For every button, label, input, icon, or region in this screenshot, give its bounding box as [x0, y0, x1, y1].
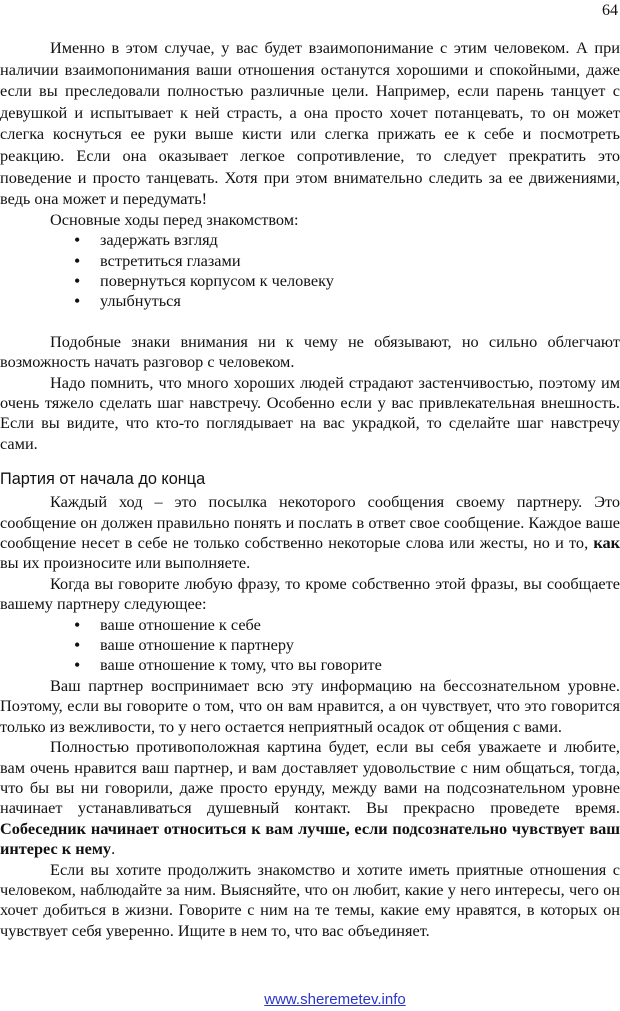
paragraph: Ваш партнер воспринимает всю эту информацию на бессознательном уровне. Поэтому, если вы говорите о том, что он вам нравится, а он чувствует, что это говорится только из вежливости, то у него остается неприятный осадок от общения с вами. — [0, 675, 620, 736]
list-item: • задержать взгляд — [0, 230, 620, 250]
paragraph: Именно в этом случае, у вас будет взаимопонимание с этим человеком. А при наличии взаимопонимания ваши отношения останутся хорошими и спокойными, даже если вы преследовали полностью различные цели. Например, если парень танцует с девушкой и испытывает к ней страсть, а она просто хочет потанцевать, то он может слегка коснуться ее руки выше кисти или слегка прижать ее к себе и посмотреть реакцию. Если она оказывает легкое сопротивление, то следует прекратить это поведение и просто танцевать. Хотя при этом внимательно следить за ее движениями, ведь она может и передумать! — [0, 38, 620, 209]
list-item: • встретиться глазами — [0, 251, 620, 271]
paragraph: Когда вы говорите любую фразу, то кроме собственно этой фразы, вы сообщаете вашему партнеру следующее: — [0, 573, 620, 614]
section-heading: Партия от начала до конца — [0, 470, 206, 489]
text: . — [111, 839, 116, 859]
list-item: • ваше отношение к тому, что вы говорите — [0, 655, 620, 675]
footer-link[interactable]: www.sheremetev.info — [264, 991, 406, 1008]
page-number: 64 — [602, 2, 618, 19]
bullet-list — [0, 615, 620, 676]
paragraph — [0, 492, 620, 574]
footer — [0, 991, 620, 1008]
text: Полностью противоположная картина будет, если вы себя уважаете и любите, вам очень нравится ваш партнер, и вам доставляет удовольствие с ним общаться, тогда, что бы вы ни говорили, даже просто ерунду, между вами на подсознательном уровне начинает устанавливаться душевный контакт. Вы прекрасно проведете время. — [0, 737, 620, 818]
text: Каждый ход – это посылка некоторого сообщения своему партнеру. Это сообщение он должен правильно понять и послать в ответ свое сообщение. Каждое ваше сообщение несет в себе не только собственно некоторые слова или жесты, но и то, — [0, 492, 620, 553]
paragraph — [0, 737, 620, 859]
bold-text: Собеседник начинает относиться к вам лучше, если подсознательно чувствует ваш интерес к нему — [0, 818, 620, 859]
list-item: • ваше отношение к партнеру — [0, 635, 620, 655]
page-body — [0, 37, 620, 941]
paragraph: Надо помнить, что много хороших людей страдают застенчивостью, поэтому им очень тяжело сделать шаг навстречу. Особенно если у вас привлекательная внешность. Если вы видите, что кто-то поглядывает на вас украдкой, то сделайте шаг навстречу сами. — [0, 372, 620, 453]
paragraph: Подобные знаки внимания ни к чему не обязывают, но сильно облегчают возможность начать разговор с человеком. — [0, 331, 620, 372]
bold-text: как — [593, 533, 620, 553]
list-item: • ваше отношение к себе — [0, 615, 620, 635]
bullet-list — [0, 230, 620, 312]
paragraph: Если вы хотите продолжить знакомство и хотите иметь приятные отношения с человеком, наблюдайте за ним. Выясняйте, что он любит, какие у него интересы, чего он хочет добиться в жизни. Говорите с ним на те темы, какие ему нравятся, в которых он чувствует себя уверенно. Ищите в нем то, что вас объединяет. — [0, 859, 620, 940]
paragraph: Основные ходы перед знакомством: — [50, 209, 299, 229]
list-item: • повернуться корпусом к человеку — [0, 271, 620, 291]
text: вы их произносите или выполняете. — [0, 553, 251, 573]
list-item: • улыбнуться — [0, 291, 620, 311]
